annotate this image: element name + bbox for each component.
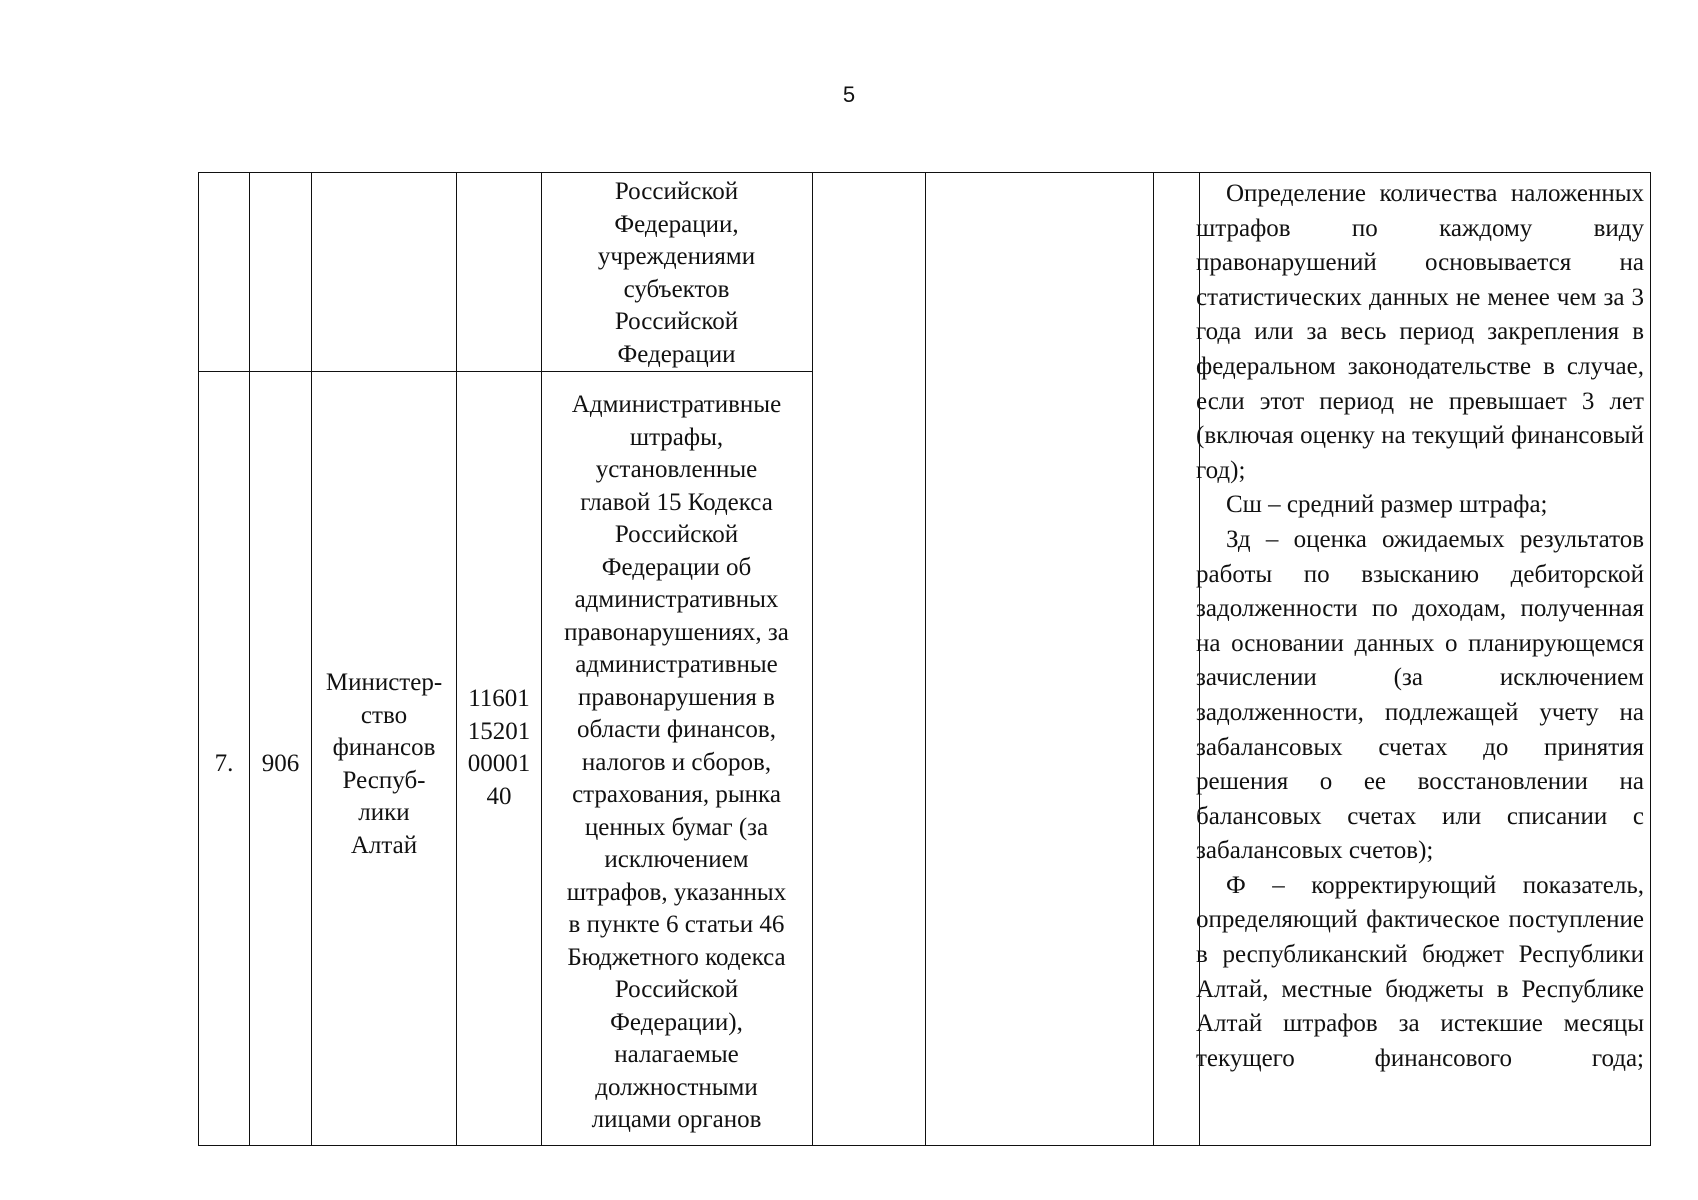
column-divider — [812, 172, 813, 1146]
administrator-name-cell: Министер- ство финансов Респуб- лики Алтай — [325, 669, 443, 859]
paragraph-correction-factor: Ф – корректирующий показатель, определяющий фактическое поступление в республиканский бюджет Республики Алтай, местные бюджеты в Республике Алтай штрафов за истекшие месяцы текущего финансового года; — [1196, 871, 1644, 1072]
column-divider — [456, 172, 457, 1146]
column-divider — [541, 172, 542, 1146]
column-divider — [311, 172, 312, 1146]
page-number: 5 — [842, 82, 856, 107]
continued-description-cell: Российской Федерации, учреждениями субъектов Российской Федерации — [597, 178, 756, 368]
column-divider — [249, 172, 250, 1146]
column-divider — [925, 172, 926, 1146]
kbk-code-cell: 11601 15201 00001 40 — [467, 685, 531, 810]
row-number-cell: 7. — [214, 750, 234, 777]
revenue-description-cell: Административные штрафы, установленные главой 15 Кодекса Российской Федерации об административных правонарушениях, за административные правонарушения в области финансов, налогов и сборов, страхования, рынка ценных бумаг (за исключением штрафов, указанных в пункте 6 статьи 46 Бюджетного кодекса Российской Федерации), налагаемые должностными лицами органов — [564, 391, 789, 1133]
row-divider — [198, 371, 812, 372]
paragraph-average-fine: Сш – средний размер штрафа; — [1226, 491, 1548, 519]
paragraph-fine-count: Определение количества наложенных штрафов по каждому виду правонарушений основывается на статистических данных не менее чем за 3 года или за весь период закрепления в федеральном законодательстве в случае, если этот период не превышает 3 лет (включая оценку на текущий финансовый год); — [1196, 180, 1644, 484]
administrator-code-cell: 906 — [261, 750, 300, 777]
column-divider — [1153, 172, 1154, 1146]
paragraph-debt-collection: Зд – оценка ожидаемых результатов работы по взысканию дебиторской задолженности по доходам, полученная на основании данных о планирующемся зачислении (за исключением задолженности, подлежащей учету на забалансовых счетах до принятия решения о ее восстановлении на балансовых счетах или списании с забалансовых счетов); — [1196, 525, 1644, 865]
calculation-method-cell — [1196, 177, 1644, 1076]
